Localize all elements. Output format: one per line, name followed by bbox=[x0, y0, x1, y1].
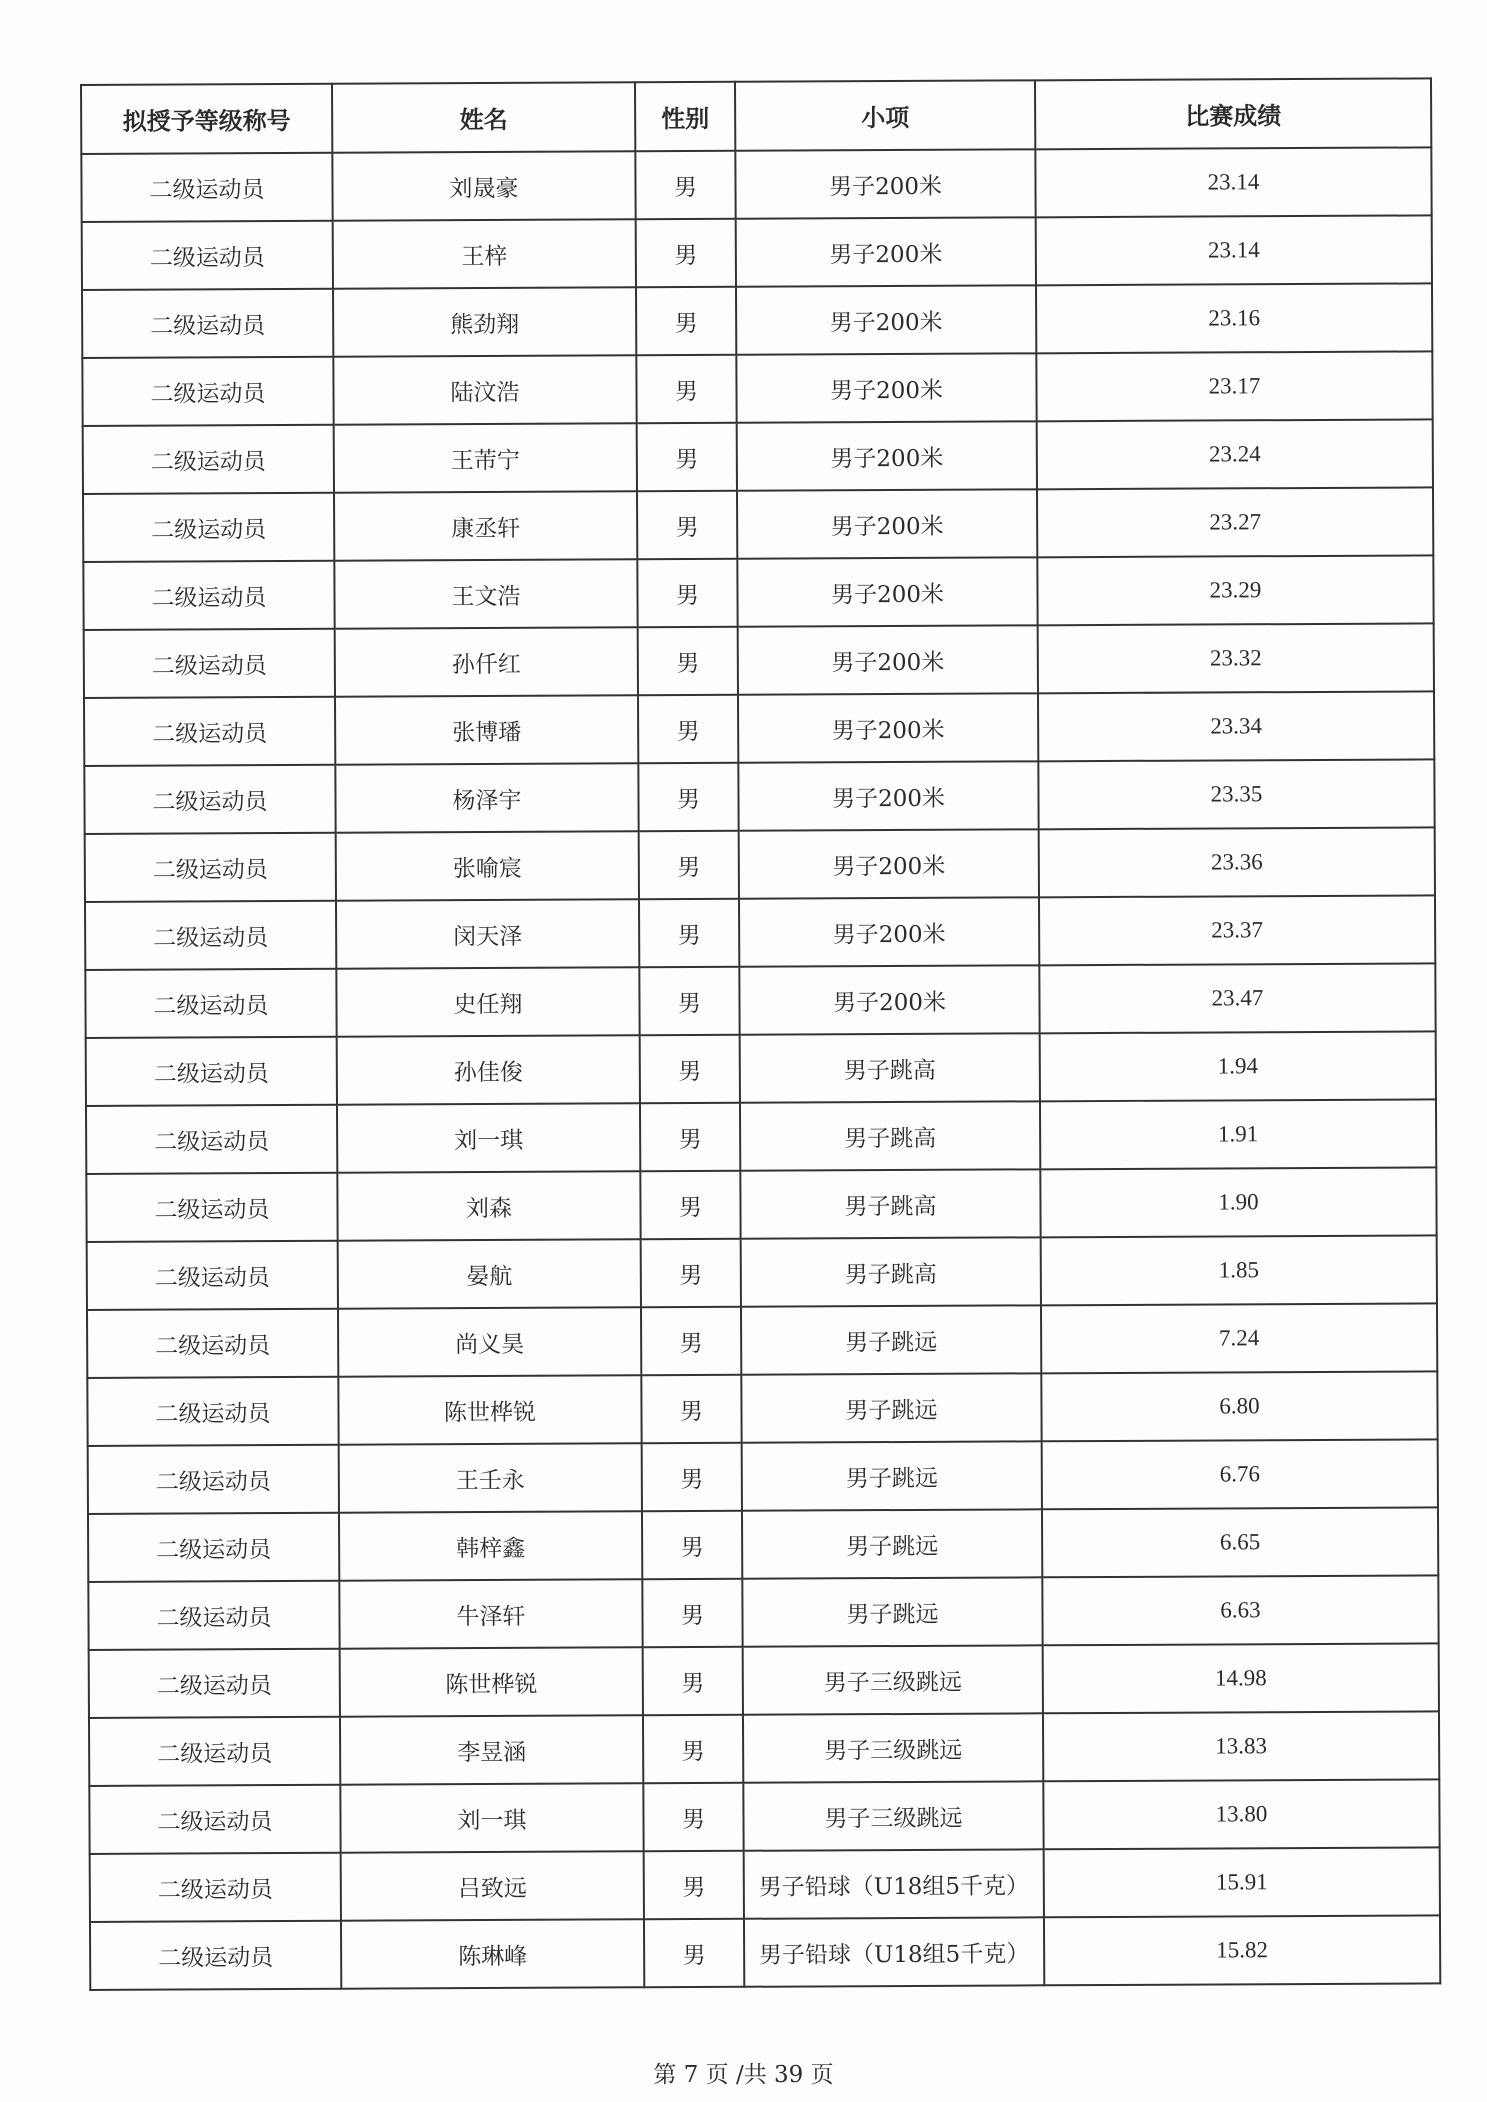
table-row bbox=[87, 1371, 1437, 1446]
score-cell: 15.82 bbox=[1044, 1915, 1440, 1985]
name-cell: 熊劲翔 bbox=[333, 287, 636, 356]
name-cell: 陈世桦锐 bbox=[338, 1375, 641, 1444]
level-cell: 二级运动员 bbox=[83, 425, 334, 494]
header-score: 比赛成绩 bbox=[1035, 78, 1431, 149]
score-cell: 23.29 bbox=[1037, 555, 1433, 625]
table-body bbox=[81, 147, 1440, 1990]
level-cell: 二级运动员 bbox=[86, 1173, 337, 1242]
event-cell: 男子200米 bbox=[737, 421, 1037, 490]
name-cell: 闵天泽 bbox=[336, 899, 639, 968]
level-cell: 二级运动员 bbox=[90, 1853, 341, 1922]
level-cell: 二级运动员 bbox=[84, 765, 335, 834]
sex-cell: 男 bbox=[642, 1579, 742, 1647]
sex-cell: 男 bbox=[642, 1511, 742, 1579]
sex-cell: 男 bbox=[643, 1783, 743, 1851]
score-cell: 23.17 bbox=[1036, 351, 1432, 421]
sex-cell: 男 bbox=[637, 491, 737, 559]
name-cell: 张喻宸 bbox=[336, 831, 639, 900]
score-cell: 1.94 bbox=[1040, 1031, 1436, 1101]
event-cell: 男子200米 bbox=[739, 897, 1039, 966]
name-cell: 李昱涵 bbox=[340, 1715, 643, 1784]
table-header bbox=[81, 78, 1431, 154]
event-cell: 男子200米 bbox=[736, 353, 1036, 422]
event-cell: 男子跳远 bbox=[742, 1441, 1042, 1510]
level-cell: 二级运动员 bbox=[85, 833, 336, 902]
score-cell: 23.37 bbox=[1039, 895, 1435, 965]
level-cell: 二级运动员 bbox=[83, 561, 334, 630]
table-row bbox=[90, 1915, 1440, 1990]
event-cell: 男子200米 bbox=[739, 829, 1039, 898]
table-row bbox=[86, 1099, 1436, 1174]
level-cell: 二级运动员 bbox=[81, 153, 332, 222]
name-cell: 孙仟红 bbox=[335, 627, 638, 696]
table-row bbox=[82, 351, 1432, 426]
table-row bbox=[83, 419, 1433, 494]
sex-cell: 男 bbox=[635, 151, 735, 219]
table-row bbox=[84, 759, 1434, 834]
sex-cell: 男 bbox=[639, 899, 739, 967]
event-cell: 男子跳远 bbox=[741, 1373, 1041, 1442]
table-row bbox=[84, 691, 1434, 766]
name-cell: 刘一琪 bbox=[337, 1103, 640, 1172]
level-cell: 二级运动员 bbox=[84, 697, 335, 766]
event-cell: 男子200米 bbox=[737, 489, 1037, 558]
table-row bbox=[86, 1031, 1436, 1106]
table-row bbox=[82, 283, 1432, 358]
score-cell: 7.24 bbox=[1041, 1303, 1437, 1373]
sex-cell: 男 bbox=[644, 1919, 744, 1987]
table-row bbox=[83, 555, 1433, 630]
event-cell: 男子跳远 bbox=[741, 1305, 1041, 1374]
score-cell: 6.63 bbox=[1042, 1575, 1438, 1645]
level-cell: 二级运动员 bbox=[87, 1241, 338, 1310]
sex-cell: 男 bbox=[639, 831, 739, 899]
name-cell: 尚义昊 bbox=[338, 1307, 641, 1376]
table-row bbox=[87, 1235, 1437, 1310]
name-cell: 康丞轩 bbox=[334, 491, 637, 560]
name-cell: 刘一琪 bbox=[340, 1783, 643, 1852]
name-cell: 晏航 bbox=[338, 1239, 641, 1308]
sex-cell: 男 bbox=[642, 1443, 742, 1511]
sex-cell: 男 bbox=[637, 559, 737, 627]
event-cell: 男子跳高 bbox=[740, 1169, 1040, 1238]
name-cell: 孙佳俊 bbox=[337, 1035, 640, 1104]
level-cell: 二级运动员 bbox=[89, 1649, 340, 1718]
table-row bbox=[86, 1167, 1436, 1242]
event-cell: 男子三级跳远 bbox=[743, 1713, 1043, 1782]
sex-cell: 男 bbox=[640, 1171, 740, 1239]
event-cell: 男子三级跳远 bbox=[743, 1781, 1043, 1850]
header-sex: 性别 bbox=[635, 82, 735, 151]
score-cell: 6.80 bbox=[1041, 1371, 1437, 1441]
name-cell: 吕致远 bbox=[341, 1851, 644, 1920]
score-cell: 23.34 bbox=[1038, 691, 1434, 761]
event-cell: 男子跳高 bbox=[740, 1101, 1040, 1170]
event-cell: 男子跳高 bbox=[740, 1033, 1040, 1102]
score-cell: 1.91 bbox=[1040, 1099, 1436, 1169]
sex-cell: 男 bbox=[643, 1647, 743, 1715]
level-cell: 二级运动员 bbox=[84, 629, 335, 698]
score-cell: 6.76 bbox=[1042, 1439, 1438, 1509]
score-cell: 23.32 bbox=[1038, 623, 1434, 693]
level-cell: 二级运动员 bbox=[85, 901, 336, 970]
name-cell: 张博璠 bbox=[335, 695, 638, 764]
name-cell: 王梓 bbox=[333, 219, 636, 288]
event-cell: 男子铅球（U18组5千克） bbox=[744, 1917, 1044, 1986]
score-cell: 23.16 bbox=[1036, 283, 1432, 353]
table-row bbox=[83, 487, 1433, 562]
sex-cell: 男 bbox=[641, 1375, 741, 1443]
event-cell: 男子铅球（U18组5千克） bbox=[744, 1849, 1044, 1918]
name-cell: 王芾宁 bbox=[334, 423, 637, 492]
level-cell: 二级运动员 bbox=[89, 1785, 340, 1854]
header-row bbox=[81, 78, 1431, 154]
table-row bbox=[84, 623, 1434, 698]
name-cell: 王壬永 bbox=[339, 1443, 642, 1512]
table-row bbox=[89, 1643, 1439, 1718]
name-cell: 韩梓鑫 bbox=[339, 1511, 642, 1580]
name-cell: 杨泽宇 bbox=[335, 763, 638, 832]
table-row bbox=[89, 1779, 1439, 1854]
event-cell: 男子200米 bbox=[736, 217, 1036, 286]
level-cell: 二级运动员 bbox=[88, 1581, 339, 1650]
score-cell: 15.91 bbox=[1044, 1847, 1440, 1917]
level-cell: 二级运动员 bbox=[88, 1513, 339, 1582]
name-cell: 刘晟豪 bbox=[332, 151, 635, 220]
name-cell: 陆汶浩 bbox=[333, 355, 636, 424]
name-cell: 陈世桦锐 bbox=[340, 1647, 643, 1716]
table-row bbox=[88, 1507, 1438, 1582]
sex-cell: 男 bbox=[640, 1103, 740, 1171]
name-cell: 刘森 bbox=[337, 1171, 640, 1240]
name-cell: 史任翔 bbox=[336, 967, 639, 1036]
level-cell: 二级运动员 bbox=[82, 357, 333, 426]
level-cell: 二级运动员 bbox=[82, 221, 333, 290]
sex-cell: 男 bbox=[643, 1715, 743, 1783]
event-cell: 男子200米 bbox=[735, 149, 1035, 218]
level-cell: 二级运动员 bbox=[86, 1105, 337, 1174]
sex-cell: 男 bbox=[638, 695, 738, 763]
sex-cell: 男 bbox=[637, 423, 737, 491]
score-cell: 1.85 bbox=[1041, 1235, 1437, 1305]
table-row bbox=[88, 1439, 1438, 1514]
sex-cell: 男 bbox=[640, 1035, 740, 1103]
score-cell: 14.98 bbox=[1043, 1643, 1439, 1713]
score-cell: 23.27 bbox=[1037, 487, 1433, 557]
sex-cell: 男 bbox=[638, 763, 738, 831]
table-row bbox=[85, 827, 1435, 902]
event-cell: 男子200米 bbox=[738, 625, 1038, 694]
score-cell: 23.35 bbox=[1038, 759, 1434, 829]
event-cell: 男子三级跳远 bbox=[743, 1645, 1043, 1714]
header-event: 小项 bbox=[735, 80, 1035, 150]
level-cell: 二级运动员 bbox=[87, 1377, 338, 1446]
sex-cell: 男 bbox=[641, 1239, 741, 1307]
level-cell: 二级运动员 bbox=[86, 1037, 337, 1106]
table-row bbox=[90, 1847, 1440, 1922]
table-row bbox=[89, 1711, 1439, 1786]
score-cell: 13.80 bbox=[1043, 1779, 1439, 1849]
event-cell: 男子200米 bbox=[736, 285, 1036, 354]
sex-cell: 男 bbox=[641, 1307, 741, 1375]
level-cell: 二级运动员 bbox=[82, 289, 333, 358]
table-row bbox=[81, 147, 1431, 222]
name-cell: 陈琳峰 bbox=[341, 1919, 644, 1988]
level-cell: 二级运动员 bbox=[89, 1717, 340, 1786]
event-cell: 男子200米 bbox=[739, 965, 1039, 1034]
header-name: 姓名 bbox=[332, 82, 635, 152]
event-cell: 男子200米 bbox=[738, 693, 1038, 762]
sex-cell: 男 bbox=[636, 355, 736, 423]
table-row bbox=[82, 215, 1432, 290]
level-cell: 二级运动员 bbox=[83, 493, 334, 562]
event-cell: 男子跳高 bbox=[741, 1237, 1041, 1306]
level-cell: 二级运动员 bbox=[85, 969, 336, 1038]
table-row bbox=[85, 963, 1435, 1038]
score-cell: 23.47 bbox=[1039, 963, 1435, 1033]
event-cell: 男子200米 bbox=[737, 557, 1037, 626]
table-row bbox=[85, 895, 1435, 970]
table-row bbox=[88, 1575, 1438, 1650]
page-number: 第 7 页 /共 39 页 bbox=[653, 2062, 834, 2088]
athlete-results-table bbox=[80, 77, 1441, 1991]
level-cell: 二级运动员 bbox=[90, 1921, 341, 1990]
table-row bbox=[87, 1303, 1437, 1378]
event-cell: 男子跳远 bbox=[742, 1577, 1042, 1646]
event-cell: 男子200米 bbox=[738, 761, 1038, 830]
name-cell: 牛泽轩 bbox=[339, 1579, 642, 1648]
header-level: 拟授予等级称号 bbox=[81, 84, 332, 154]
score-cell: 1.90 bbox=[1040, 1167, 1436, 1237]
score-cell: 23.14 bbox=[1036, 215, 1432, 285]
sex-cell: 男 bbox=[639, 967, 739, 1035]
score-cell: 6.65 bbox=[1042, 1507, 1438, 1577]
level-cell: 二级运动员 bbox=[88, 1445, 339, 1514]
score-cell: 23.14 bbox=[1035, 147, 1431, 217]
score-cell: 23.36 bbox=[1039, 827, 1435, 897]
event-cell: 男子跳远 bbox=[742, 1509, 1042, 1578]
sex-cell: 男 bbox=[636, 219, 736, 287]
sex-cell: 男 bbox=[636, 287, 736, 355]
sex-cell: 男 bbox=[644, 1851, 744, 1919]
name-cell: 王文浩 bbox=[334, 559, 637, 628]
score-cell: 23.24 bbox=[1037, 419, 1433, 489]
score-cell: 13.83 bbox=[1043, 1711, 1439, 1781]
sex-cell: 男 bbox=[638, 627, 738, 695]
level-cell: 二级运动员 bbox=[87, 1309, 338, 1378]
